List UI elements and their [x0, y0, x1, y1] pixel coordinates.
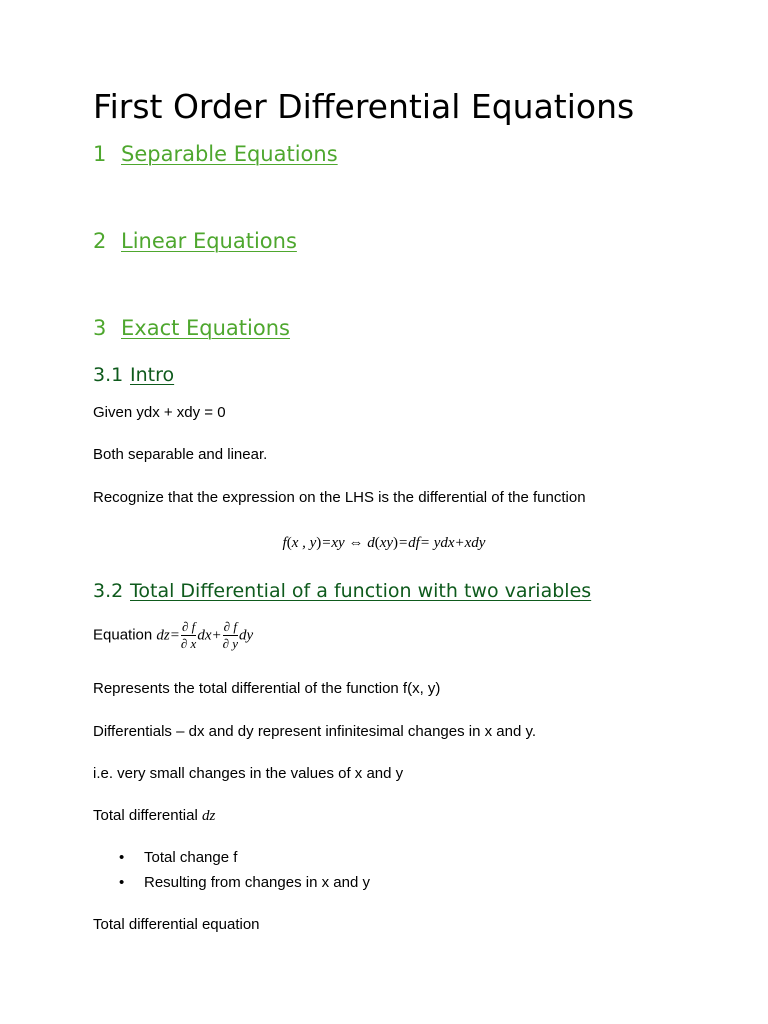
section-heading-1	[93, 140, 338, 168]
subsection-link-total-differential[interactable]: Total Differential of a function with two variables	[130, 580, 592, 602]
paragraph-ie: i.e. very small changes in the values of x and y	[93, 765, 404, 782]
section-heading-3	[93, 314, 290, 342]
paragraph-given: Given ydx + xdy = 0	[93, 404, 226, 421]
equation-label: Equation	[93, 626, 153, 644]
section-heading-2	[93, 227, 297, 255]
paragraph-recognize: Recognize that the expression on the LHS is the differential of the function	[93, 489, 586, 506]
partial-f-partial-x: $\frac{\partial f}{\partial x}$	[180, 619, 197, 651]
section-link-exact[interactable]: Exact Equations	[121, 316, 290, 340]
partial-f-partial-y: $\frac{\partial f}{\partial y}$	[222, 619, 239, 651]
paragraph-differentials: Differentials – dx and dy represent infinitesimal changes in x and y.	[93, 723, 537, 740]
paragraph-total-differential: Total differential dz	[93, 807, 216, 824]
dy-term: dy	[239, 627, 254, 644]
list-item: Resulting from changes in x and y	[144, 874, 370, 891]
paragraph-total-differential-equation: Total differential equation	[93, 916, 260, 933]
equation-exact-differential: f(x , y)=xy ⇔ d(xy)=df= ydx+xdy	[282, 535, 486, 551]
dz-variable: dz	[201, 808, 216, 824]
subsection-number: 3.2	[93, 580, 124, 602]
subsection-link-intro[interactable]: Intro	[130, 364, 175, 386]
subsection-heading-3-2	[93, 578, 591, 604]
dx-plus-term: dx+	[197, 627, 222, 644]
bullet-marker: •	[119, 874, 125, 891]
page-title: First Order Differential Equations	[93, 87, 635, 126]
total-differential-equation-line	[93, 620, 253, 651]
section-number: 3	[93, 316, 107, 340]
subsection-heading-3-1	[93, 362, 174, 388]
dz-term: dz=	[156, 627, 180, 644]
paragraph-both: Both separable and linear.	[93, 446, 268, 463]
section-number: 1	[93, 142, 107, 166]
section-link-separable[interactable]: Separable Equations	[121, 142, 338, 166]
paragraph-represents: Represents the total differential of the function f(x, y)	[93, 680, 441, 697]
section-number: 2	[93, 229, 107, 253]
subsection-number: 3.1	[93, 364, 124, 386]
list-item: Total change f	[144, 849, 238, 866]
section-link-linear[interactable]: Linear Equations	[121, 229, 297, 253]
bullet-marker: •	[119, 849, 125, 866]
